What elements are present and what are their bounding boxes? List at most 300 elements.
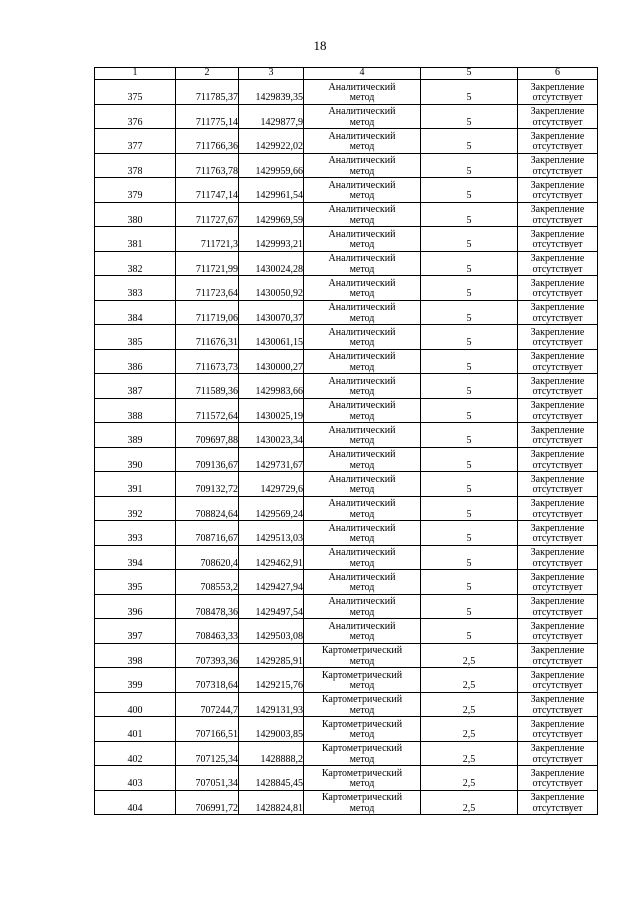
fixing-line: отсутствует bbox=[532, 802, 583, 814]
point-number-cell: 398 bbox=[95, 643, 176, 668]
method-line: Аналитический bbox=[328, 204, 396, 215]
accuracy-cell: 5 bbox=[421, 153, 518, 178]
method-cell bbox=[304, 153, 421, 178]
table-row bbox=[95, 374, 598, 399]
point-number-cell: 377 bbox=[95, 129, 176, 154]
fixing-line: Закрепление bbox=[530, 498, 585, 509]
coordinate-x-cell: 708463,33 bbox=[176, 619, 239, 644]
method-cell bbox=[304, 300, 421, 325]
method-line: Аналитический bbox=[328, 596, 396, 607]
point-number-cell: 394 bbox=[95, 545, 176, 570]
fixing-line: отсутствует bbox=[532, 337, 583, 348]
point-number-cell: 404 bbox=[95, 790, 176, 815]
fixing-line: отсутствует bbox=[532, 484, 583, 495]
method-cell bbox=[304, 766, 421, 791]
point-number-cell: 378 bbox=[95, 153, 176, 178]
method-line: метод bbox=[349, 557, 375, 569]
coordinate-y-cell: 1429215,76 bbox=[239, 668, 304, 693]
fixing-line: отсутствует bbox=[532, 631, 583, 642]
coordinate-y-cell: 1429427,94 bbox=[239, 570, 304, 595]
fixing-description-cell bbox=[518, 227, 598, 252]
fixing-line: Закрепление bbox=[530, 375, 585, 387]
fixing-description-cell bbox=[518, 570, 598, 595]
fixing-line: Закрепление bbox=[530, 204, 585, 215]
accuracy-cell: 5 bbox=[421, 178, 518, 203]
fixing-line: отсутствует bbox=[532, 214, 583, 226]
fixing-description-cell bbox=[518, 423, 598, 448]
table-row bbox=[95, 570, 598, 595]
method-cell bbox=[304, 129, 421, 154]
coordinate-x-cell: 708716,67 bbox=[176, 521, 239, 546]
method-line: Аналитический bbox=[328, 277, 396, 289]
table-row bbox=[95, 692, 598, 717]
method-line: Аналитический bbox=[328, 253, 396, 264]
accuracy-cell: 5 bbox=[421, 423, 518, 448]
table-row bbox=[95, 766, 598, 791]
accuracy-cell: 5 bbox=[421, 545, 518, 570]
method-line: Аналитический bbox=[328, 473, 396, 485]
fixing-line: отсутствует bbox=[532, 435, 583, 446]
method-cell bbox=[304, 521, 421, 546]
method-line: Аналитический bbox=[328, 375, 396, 387]
accuracy-cell: 5 bbox=[421, 300, 518, 325]
method-line: Аналитический bbox=[328, 522, 396, 534]
accuracy-cell: 2,5 bbox=[421, 692, 518, 717]
fixing-line: отсутствует bbox=[532, 753, 583, 765]
method-line: метод bbox=[349, 484, 375, 495]
fixing-line: Закрепление bbox=[530, 449, 585, 460]
method-line: Аналитический bbox=[328, 620, 396, 632]
method-cell bbox=[304, 447, 421, 472]
coordinate-y-cell: 1429569,24 bbox=[239, 496, 304, 521]
coordinate-y-cell: 1430050,92 bbox=[239, 276, 304, 301]
method-line: метод bbox=[349, 459, 375, 471]
coordinate-x-cell: 711673,73 bbox=[176, 349, 239, 374]
coordinate-y-cell: 1430070,37 bbox=[239, 300, 304, 325]
fixing-line: Закрепление bbox=[530, 522, 585, 534]
fixing-line: отсутствует bbox=[532, 410, 583, 422]
coordinate-y-cell: 1430000,27 bbox=[239, 349, 304, 374]
accuracy-cell: 5 bbox=[421, 325, 518, 350]
coordinate-x-cell: 707125,34 bbox=[176, 741, 239, 766]
fixing-description-cell bbox=[518, 790, 598, 815]
fixing-line: отсутствует bbox=[532, 263, 583, 275]
coordinate-x-cell: 711721,99 bbox=[176, 251, 239, 276]
method-line: Аналитический bbox=[328, 81, 396, 93]
point-number-cell: 399 bbox=[95, 668, 176, 693]
table-row bbox=[95, 619, 598, 644]
fixing-line: отсутствует bbox=[532, 778, 583, 789]
method-line: Аналитический bbox=[328, 130, 396, 142]
method-line: метод bbox=[349, 410, 375, 422]
point-number-cell: 402 bbox=[95, 741, 176, 766]
method-cell bbox=[304, 227, 421, 252]
coordinates-table bbox=[94, 67, 598, 815]
coordinate-x-cell: 709132,72 bbox=[176, 472, 239, 497]
method-line: Картометрический bbox=[321, 743, 403, 754]
table-row bbox=[95, 545, 598, 570]
method-line: Аналитический bbox=[328, 326, 396, 338]
accuracy-cell: 2,5 bbox=[421, 643, 518, 668]
coordinate-x-cell: 707318,64 bbox=[176, 668, 239, 693]
fixing-description-cell bbox=[518, 349, 598, 374]
point-number-cell: 401 bbox=[95, 717, 176, 742]
method-line: Картометрический bbox=[321, 645, 403, 656]
accuracy-cell: 5 bbox=[421, 349, 518, 374]
fixing-line: Закрепление bbox=[530, 253, 585, 264]
accuracy-cell: 5 bbox=[421, 496, 518, 521]
method-cell bbox=[304, 349, 421, 374]
accuracy-cell: 5 bbox=[421, 521, 518, 546]
method-cell bbox=[304, 80, 421, 105]
accuracy-cell: 5 bbox=[421, 374, 518, 399]
table-row bbox=[95, 521, 598, 546]
coordinate-x-cell: 711775,14 bbox=[176, 104, 239, 129]
accuracy-cell: 5 bbox=[421, 619, 518, 644]
fixing-description-cell bbox=[518, 594, 598, 619]
table-row bbox=[95, 741, 598, 766]
method-line: Аналитический bbox=[328, 351, 396, 362]
fixing-line: Закрепление bbox=[530, 792, 585, 803]
coordinate-y-cell: 1430061,15 bbox=[239, 325, 304, 350]
fixing-line: Закрепление bbox=[530, 596, 585, 607]
fixing-description-cell bbox=[518, 178, 598, 203]
fixing-line: отсутствует bbox=[532, 680, 583, 691]
method-line: метод bbox=[349, 239, 375, 250]
method-cell bbox=[304, 545, 421, 570]
point-number-cell: 379 bbox=[95, 178, 176, 203]
method-line: метод bbox=[349, 631, 375, 642]
point-number-cell: 396 bbox=[95, 594, 176, 619]
coordinate-y-cell: 1429462,91 bbox=[239, 545, 304, 570]
method-line: Картометрический bbox=[321, 669, 403, 681]
fixing-description-cell bbox=[518, 643, 598, 668]
method-cell bbox=[304, 472, 421, 497]
coordinate-y-cell: 1429285,91 bbox=[239, 643, 304, 668]
accuracy-cell: 2,5 bbox=[421, 741, 518, 766]
accuracy-cell: 5 bbox=[421, 276, 518, 301]
table-row bbox=[95, 153, 598, 178]
fixing-line: Закрепление bbox=[530, 302, 585, 313]
fixing-description-cell bbox=[518, 325, 598, 350]
method-cell bbox=[304, 325, 421, 350]
coordinate-y-cell: 1429839,35 bbox=[239, 80, 304, 105]
method-cell bbox=[304, 570, 421, 595]
fixing-line: Закрепление bbox=[530, 351, 585, 362]
method-cell bbox=[304, 104, 421, 129]
fixing-line: Закрепление bbox=[530, 130, 585, 142]
fixing-description-cell bbox=[518, 153, 598, 178]
method-cell bbox=[304, 741, 421, 766]
point-number-cell: 395 bbox=[95, 570, 176, 595]
coordinate-y-cell: 1429731,67 bbox=[239, 447, 304, 472]
method-line: метод bbox=[349, 263, 375, 275]
fixing-line: Закрепление bbox=[530, 694, 585, 705]
fixing-line: отсутствует bbox=[532, 533, 583, 544]
accuracy-cell: 2,5 bbox=[421, 717, 518, 742]
fixing-description-cell bbox=[518, 545, 598, 570]
coordinate-y-cell: 1429497,54 bbox=[239, 594, 304, 619]
fixing-description-cell bbox=[518, 251, 598, 276]
fixing-description-cell bbox=[518, 717, 598, 742]
coordinate-y-cell: 1430024,28 bbox=[239, 251, 304, 276]
point-number-cell: 384 bbox=[95, 300, 176, 325]
coordinate-x-cell: 706991,72 bbox=[176, 790, 239, 815]
method-line: метод bbox=[349, 533, 375, 544]
fixing-line: Закрепление bbox=[530, 179, 585, 191]
accuracy-cell: 5 bbox=[421, 104, 518, 129]
column-header-6: 6 bbox=[518, 68, 598, 80]
coordinate-x-cell: 709136,67 bbox=[176, 447, 239, 472]
method-line: Аналитический bbox=[328, 155, 396, 166]
table-row bbox=[95, 251, 598, 276]
method-cell bbox=[304, 398, 421, 423]
fixing-line: Закрепление bbox=[530, 81, 585, 93]
fixing-line: отсутствует bbox=[532, 288, 583, 299]
method-line: метод bbox=[349, 435, 375, 446]
method-line: метод bbox=[349, 655, 375, 667]
fixing-line: отсутствует bbox=[532, 508, 583, 520]
method-line: Аналитический bbox=[328, 228, 396, 240]
coordinate-y-cell: 1429513,03 bbox=[239, 521, 304, 546]
fixing-description-cell bbox=[518, 741, 598, 766]
fixing-line: отсутствует bbox=[532, 92, 583, 103]
method-cell bbox=[304, 692, 421, 717]
method-line: метод bbox=[349, 141, 375, 152]
method-line: метод bbox=[349, 288, 375, 299]
table-row bbox=[95, 104, 598, 129]
coordinate-x-cell: 709697,88 bbox=[176, 423, 239, 448]
coordinate-x-cell: 707166,51 bbox=[176, 717, 239, 742]
coordinate-y-cell: 1430025,19 bbox=[239, 398, 304, 423]
fixing-description-cell bbox=[518, 472, 598, 497]
column-header-3: 3 bbox=[239, 68, 304, 80]
fixing-line: отсутствует bbox=[532, 165, 583, 177]
table-body bbox=[95, 80, 598, 815]
fixing-description-cell bbox=[518, 104, 598, 129]
fixing-line: отсутствует bbox=[532, 386, 583, 397]
coordinate-x-cell: 707051,34 bbox=[176, 766, 239, 791]
coordinate-x-cell: 707244,7 bbox=[176, 692, 239, 717]
method-line: метод bbox=[349, 802, 375, 814]
table-row bbox=[95, 349, 598, 374]
fixing-line: Закрепление bbox=[530, 767, 585, 779]
coordinate-x-cell: 708620,4 bbox=[176, 545, 239, 570]
fixing-description-cell bbox=[518, 692, 598, 717]
point-number-cell: 381 bbox=[95, 227, 176, 252]
method-line: Аналитический bbox=[328, 302, 396, 313]
point-number-cell: 391 bbox=[95, 472, 176, 497]
fixing-line: Закрепление bbox=[530, 743, 585, 754]
fixing-line: Закрепление bbox=[530, 277, 585, 289]
method-cell bbox=[304, 594, 421, 619]
method-line: метод bbox=[349, 778, 375, 789]
fixing-line: Закрепление bbox=[530, 473, 585, 485]
table-row bbox=[95, 202, 598, 227]
point-number-cell: 386 bbox=[95, 349, 176, 374]
table-header bbox=[95, 68, 598, 80]
accuracy-cell: 5 bbox=[421, 129, 518, 154]
fixing-line: отсутствует bbox=[532, 141, 583, 152]
point-number-cell: 390 bbox=[95, 447, 176, 472]
method-cell bbox=[304, 643, 421, 668]
method-line: Картометрический bbox=[321, 792, 403, 803]
accuracy-cell: 5 bbox=[421, 594, 518, 619]
table-row bbox=[95, 178, 598, 203]
table-row bbox=[95, 717, 598, 742]
column-header-4: 4 bbox=[304, 68, 421, 80]
column-header-5: 5 bbox=[421, 68, 518, 80]
accuracy-cell: 5 bbox=[421, 447, 518, 472]
column-header-1: 1 bbox=[95, 68, 176, 80]
coordinate-y-cell: 1429993,21 bbox=[239, 227, 304, 252]
coordinate-x-cell: 711721,3 bbox=[176, 227, 239, 252]
accuracy-cell: 5 bbox=[421, 202, 518, 227]
accuracy-cell: 2,5 bbox=[421, 668, 518, 693]
point-number-cell: 385 bbox=[95, 325, 176, 350]
method-cell bbox=[304, 619, 421, 644]
fixing-line: Закрепление bbox=[530, 424, 585, 436]
method-cell bbox=[304, 717, 421, 742]
method-line: метод bbox=[349, 165, 375, 177]
table-row bbox=[95, 227, 598, 252]
fixing-line: отсутствует bbox=[532, 729, 583, 740]
point-number-cell: 388 bbox=[95, 398, 176, 423]
table-row bbox=[95, 325, 598, 350]
method-line: метод bbox=[349, 386, 375, 397]
accuracy-cell: 5 bbox=[421, 570, 518, 595]
accuracy-cell: 2,5 bbox=[421, 790, 518, 815]
table-row bbox=[95, 300, 598, 325]
point-number-cell: 392 bbox=[95, 496, 176, 521]
fixing-description-cell bbox=[518, 496, 598, 521]
coordinate-y-cell: 1429003,85 bbox=[239, 717, 304, 742]
fixing-line: Закрепление bbox=[530, 669, 585, 681]
fixing-description-cell bbox=[518, 374, 598, 399]
coordinate-y-cell: 1429503,08 bbox=[239, 619, 304, 644]
table-row bbox=[95, 423, 598, 448]
method-line: Аналитический bbox=[328, 400, 396, 411]
coordinate-y-cell: 1429983,66 bbox=[239, 374, 304, 399]
coordinate-x-cell: 708824,64 bbox=[176, 496, 239, 521]
method-cell bbox=[304, 276, 421, 301]
point-number-cell: 382 bbox=[95, 251, 176, 276]
fixing-description-cell bbox=[518, 619, 598, 644]
method-line: Аналитический bbox=[328, 547, 396, 558]
fixing-description-cell bbox=[518, 766, 598, 791]
header-row bbox=[95, 68, 598, 80]
method-line: Картометрический bbox=[321, 718, 403, 730]
table-row bbox=[95, 276, 598, 301]
coordinate-x-cell: 711572,64 bbox=[176, 398, 239, 423]
fixing-line: Закрепление bbox=[530, 547, 585, 558]
coordinate-y-cell: 1428824,81 bbox=[239, 790, 304, 815]
fixing-description-cell bbox=[518, 398, 598, 423]
coordinate-x-cell: 711723,64 bbox=[176, 276, 239, 301]
table-row bbox=[95, 496, 598, 521]
accuracy-cell: 5 bbox=[421, 251, 518, 276]
fixing-line: отсутствует bbox=[532, 704, 583, 716]
fixing-line: отсутствует bbox=[532, 239, 583, 250]
fixing-line: Закрепление bbox=[530, 106, 585, 117]
coordinate-x-cell: 708478,36 bbox=[176, 594, 239, 619]
fixing-line: Закрепление bbox=[530, 155, 585, 166]
fixing-line: отсутствует bbox=[532, 459, 583, 471]
method-line: метод bbox=[349, 214, 375, 226]
coordinate-y-cell: 1429969,59 bbox=[239, 202, 304, 227]
accuracy-cell: 5 bbox=[421, 398, 518, 423]
point-number-cell: 400 bbox=[95, 692, 176, 717]
coordinate-y-cell: 1429922,02 bbox=[239, 129, 304, 154]
column-header-2: 2 bbox=[176, 68, 239, 80]
fixing-description-cell bbox=[518, 521, 598, 546]
fixing-description-cell bbox=[518, 668, 598, 693]
fixing-line: отсутствует bbox=[532, 557, 583, 569]
fixing-description-cell bbox=[518, 300, 598, 325]
method-line: Картометрический bbox=[321, 767, 403, 779]
fixing-line: отсутствует bbox=[532, 116, 583, 128]
method-line: Аналитический bbox=[328, 449, 396, 460]
coordinate-y-cell: 1429961,54 bbox=[239, 178, 304, 203]
method-cell bbox=[304, 496, 421, 521]
method-cell bbox=[304, 790, 421, 815]
coordinate-y-cell: 1429959,66 bbox=[239, 153, 304, 178]
fixing-line: Закрепление bbox=[530, 326, 585, 338]
method-line: метод bbox=[349, 508, 375, 520]
method-cell bbox=[304, 423, 421, 448]
table-row bbox=[95, 643, 598, 668]
fixing-line: отсутствует bbox=[532, 606, 583, 618]
method-cell bbox=[304, 668, 421, 693]
point-number-cell: 403 bbox=[95, 766, 176, 791]
method-cell bbox=[304, 202, 421, 227]
table-row bbox=[95, 398, 598, 423]
fixing-line: отсутствует bbox=[532, 582, 583, 593]
accuracy-cell: 2,5 bbox=[421, 766, 518, 791]
fixing-description-cell bbox=[518, 80, 598, 105]
accuracy-cell: 5 bbox=[421, 227, 518, 252]
method-line: метод bbox=[349, 753, 375, 765]
coordinate-x-cell: 711766,36 bbox=[176, 129, 239, 154]
coordinate-x-cell: 708553,2 bbox=[176, 570, 239, 595]
method-line: метод bbox=[349, 337, 375, 348]
fixing-line: отсутствует bbox=[532, 655, 583, 667]
method-line: метод bbox=[349, 582, 375, 593]
method-cell bbox=[304, 374, 421, 399]
coordinate-y-cell: 1428845,45 bbox=[239, 766, 304, 791]
fixing-line: Закрепление bbox=[530, 718, 585, 730]
page-number: 18 bbox=[313, 38, 327, 53]
fixing-description-cell bbox=[518, 129, 598, 154]
coordinate-y-cell: 1428888,2 bbox=[239, 741, 304, 766]
method-line: метод bbox=[349, 729, 375, 740]
coordinate-x-cell: 707393,36 bbox=[176, 643, 239, 668]
fixing-line: Закрепление bbox=[530, 645, 585, 656]
table-row bbox=[95, 472, 598, 497]
point-number-cell: 387 bbox=[95, 374, 176, 399]
table-row bbox=[95, 790, 598, 815]
method-line: метод bbox=[349, 116, 375, 128]
table-row bbox=[95, 447, 598, 472]
method-line: Аналитический bbox=[328, 179, 396, 191]
fixing-line: отсутствует bbox=[532, 361, 583, 373]
coordinate-x-cell: 711719,06 bbox=[176, 300, 239, 325]
fixing-line: Закрепление bbox=[530, 571, 585, 583]
accuracy-cell: 5 bbox=[421, 80, 518, 105]
coordinate-x-cell: 711676,31 bbox=[176, 325, 239, 350]
method-line: метод bbox=[349, 361, 375, 373]
coordinate-x-cell: 711589,36 bbox=[176, 374, 239, 399]
